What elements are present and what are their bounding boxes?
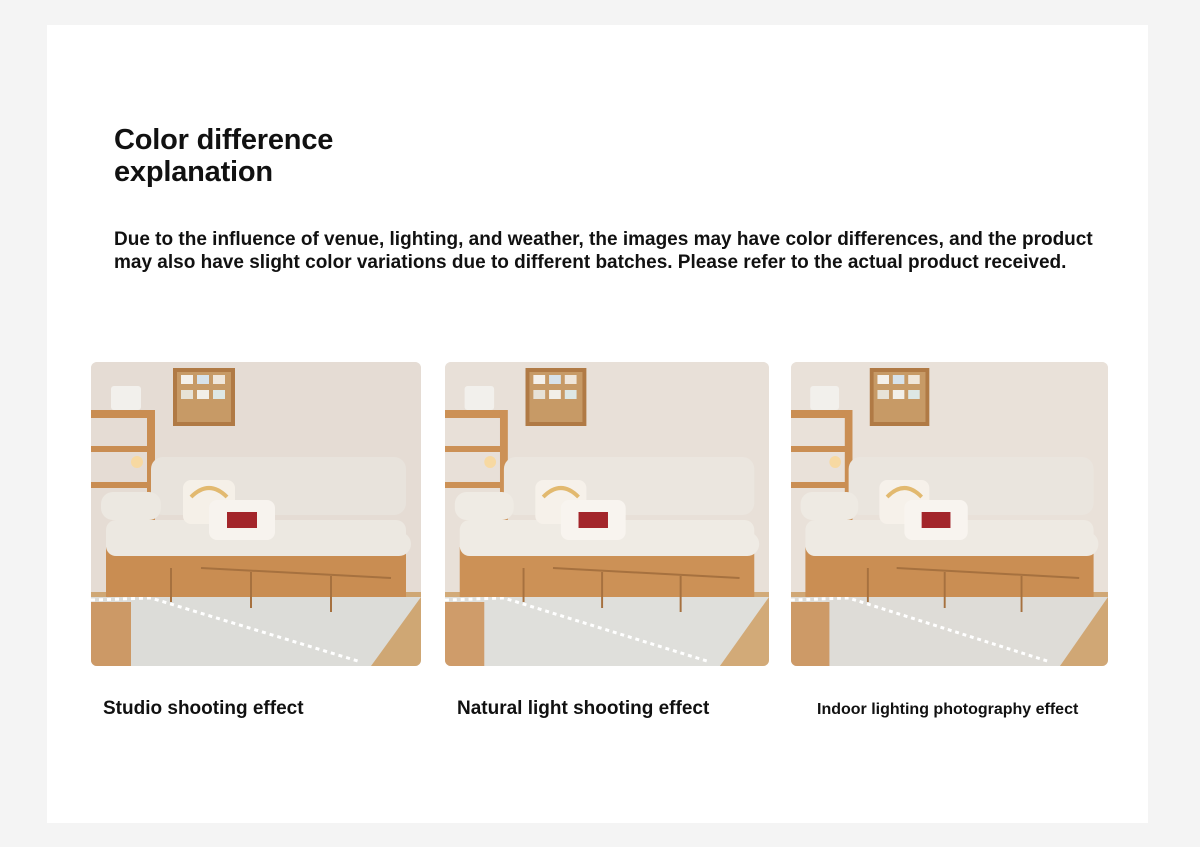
sofa-illustration bbox=[791, 362, 1108, 666]
page-title: Color difference explanation bbox=[114, 124, 334, 188]
photo-caption-natural-light: Natural light shooting effect bbox=[457, 698, 710, 719]
studio-sofa-photo bbox=[91, 362, 421, 666]
photo-caption-indoor-lighting: Indoor lighting photography effect bbox=[817, 701, 1079, 718]
indoor-lighting-sofa-photo bbox=[791, 362, 1108, 666]
sofa-illustration bbox=[445, 362, 769, 666]
photo-caption-studio: Studio shooting effect bbox=[103, 698, 304, 719]
color-difference-description: Due to the influence of venue, lighting, and weather, the images may have color differences, and the product may also have slight color variations due to different batches. Please refer to the actual product received. bbox=[114, 229, 1093, 273]
sofa-illustration bbox=[91, 362, 421, 666]
natural-light-sofa-photo bbox=[445, 362, 769, 666]
